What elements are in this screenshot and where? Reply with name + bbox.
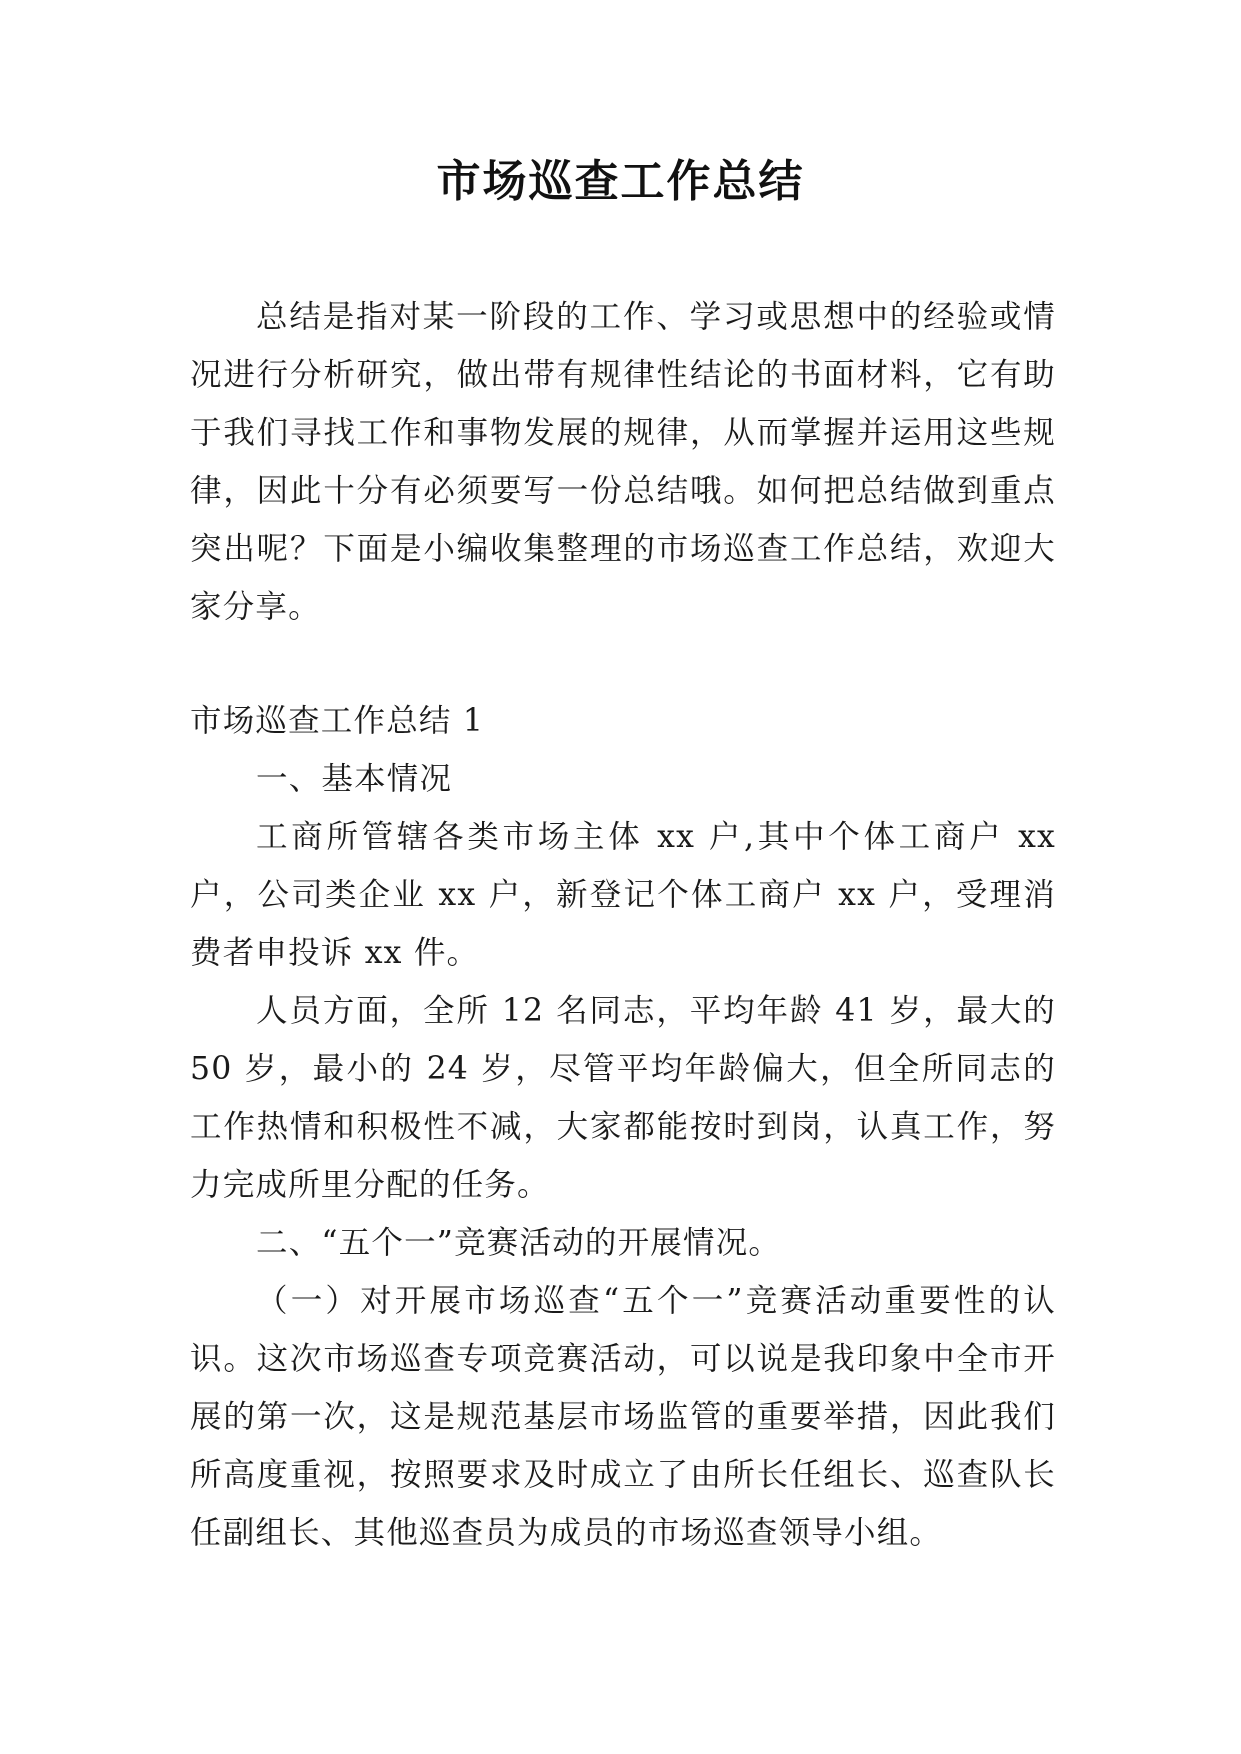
document-title: 市场巡查工作总结 [436,156,805,207]
subheading-competition: 二、“五个一”竞赛活动的开展情况。 [256,1225,782,1261]
intro-paragraph: 总结是指对某一阶段的工作、学习或思想中的经验或情况进行分析研究，做出带有规律性结论的书面材料，它有助于我们寻找工作和事物发展的规律，从而掌握并运用这些规律，因此十分有必须要写一份总结哦。如何把总结做到重点突出呢？下面是小编收集整理的市场巡查工作总结，欢迎大家分享。 [190,299,1056,625]
section-spacer [190,636,1056,692]
document-body [190,288,1056,1562]
paragraph-market-entities: 工商所管辖各类市场主体 xx 户,其中个体工商户 xx 户，公司类企业 xx 户，新登记个体工商户 xx 户，受理消费者申投诉 xx 件。 [190,819,1056,971]
subheading-basic-situation: 一、基本情况 [256,761,453,797]
paragraph-importance: （一）对开展市场巡查“五个一”竞赛活动重要性的认识。这次市场巡查专项竞赛活动，可以说是我印象中全市开展的第一次，这是规范基层市场监管的重要举措，因此我们所高度重视，按照要求及时成立了由所长任组长、巡查队长任副组长、其他巡查员为成员的市场巡查领导小组。 [190,1283,1056,1551]
paragraph-staff: 人员方面，全所 12 名同志，平均年龄 41 岁，最大的 50 岁，最小的 24 岁，尽管平均年龄偏大，但全所同志的工作热情和积极性不减，大家都能按时到岗，认真工作，努力完成所里分配的任务。 [190,993,1056,1203]
section-heading: 市场巡查工作总结 1 [190,703,485,739]
